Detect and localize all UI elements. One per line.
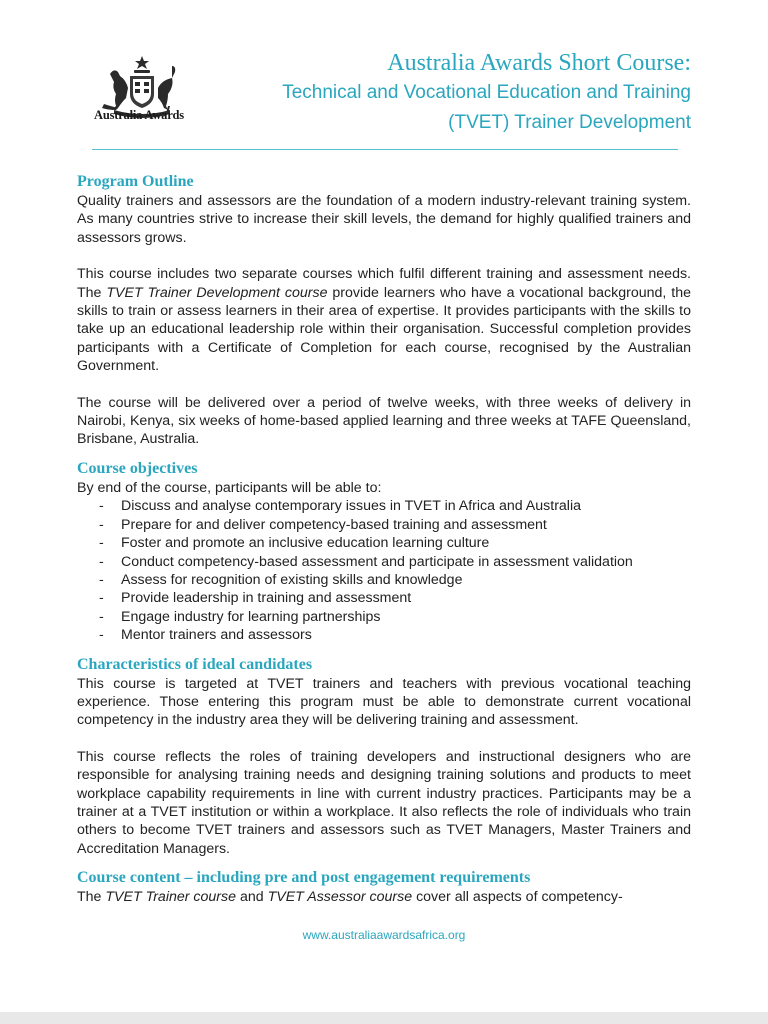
heading-program-outline: Program Outline xyxy=(77,173,194,190)
paragraph-outline-3: The course will be delivered over a period of twelve weeks, with three weeks of delivery in Nairobi, Kenya, six weeks of home-based applied learning and three weeks at TAFE Queensland, Brisbane, Australia. xyxy=(77,394,691,448)
list-item: - Provide leadership in training and assessment xyxy=(97,589,691,607)
logo-wordmark: Australia Awards xyxy=(94,108,184,122)
heading-course-content: Course content – including pre and post engagement requirements xyxy=(77,869,531,887)
objectives-list xyxy=(77,497,691,644)
list-item: - Discuss and analyse contemporary issues in TVET in Africa and Australia xyxy=(97,497,691,515)
course-title: Australia Awards Short Course: xyxy=(387,50,691,76)
heading-course-objectives: Course objectives xyxy=(77,459,198,477)
paragraph-candidates-1: This course is targeted at TVET trainers and teachers with previous vocational teaching experience. Those entering this program must be able to demonstrate current vocational competency in the industry area they will be delivering training and assessment. xyxy=(77,675,691,729)
header-divider xyxy=(92,149,678,150)
paragraph-candidates-2: This course reflects the roles of training developers and instructional designers who are responsible for analysing training needs and designing training solutions and products to meet workplace capability requirements in line with current industry practices. Participants may be a trainer at a TVET institution or within a workplace. It also reflects the role of individuals who train others to become TVET trainers and assessors such as TVET Managers, Master Trainers and Accreditation Managers. xyxy=(77,748,691,857)
paragraph-outline-1: Quality trainers and assessors are the foundation of a modern industry-relevant training system. As many countries strive to increase their skill levels, the demand for highly qualified trainers and assessors grows. xyxy=(77,193,691,246)
list-item: - Engage industry for learning partnerships xyxy=(97,608,691,626)
course-subtitle-line-1: Technical and Vocational Education and Training xyxy=(282,82,691,103)
paragraph-outline-2: This course includes two separate courses which fulfil different training and assessment needs. The TVET Trainer Development course provide learners who have a vocational background, the skills to train or assess learners in their area of expertise. It provides participants with the skills to take up an educational leadership role within their organisation. Successful completion provides participants with a Certificate of Completion for each course, recognised by the Australian Government. xyxy=(77,266,692,375)
title-block xyxy=(282,48,691,138)
document-body xyxy=(77,172,691,907)
course-name-emphasis: TVET Trainer Development course xyxy=(106,284,328,301)
list-item: - Assess for recognition of existing skills and knowledge xyxy=(97,571,691,589)
footer-website: www.australiaawardsafrica.org xyxy=(302,928,466,942)
list-item: - Conduct competency-based assessment and participate in assessment validation xyxy=(97,553,691,571)
paragraph-content-1: The TVET Trainer course and TVET Assessor course cover all aspects of competency- xyxy=(77,889,623,906)
objectives-intro: By end of the course, participants will be able to: xyxy=(77,479,382,496)
list-item: - Prepare for and deliver competency-based training and assessment xyxy=(97,516,691,534)
list-item: - Foster and promote an inclusive education learning culture xyxy=(97,534,691,552)
list-item: - Mentor trainers and assessors xyxy=(97,626,691,644)
heading-ideal-candidates: Characteristics of ideal candidates xyxy=(77,655,313,673)
course-subtitle-line-2: (TVET) Trainer Development xyxy=(448,112,691,133)
